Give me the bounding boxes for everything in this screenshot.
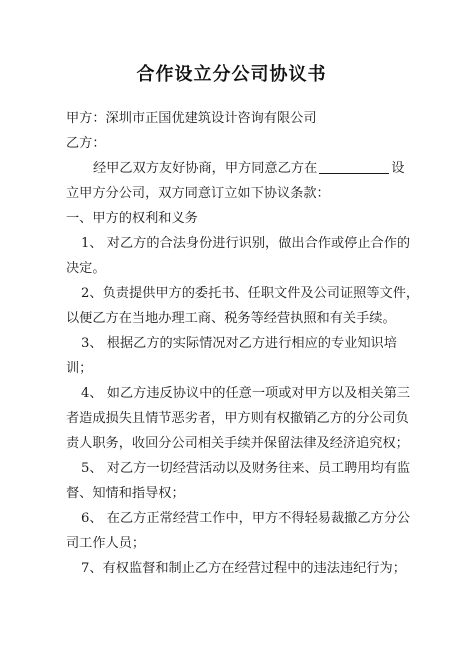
clause-4-line-2: 者造成损失且情节恶劣者，甲方则有权撤销乙方的分公司负 bbox=[66, 411, 409, 426]
clause-4-line-3: 责人职务，收回分公司相关手续并保留法律及经济追究权； bbox=[66, 436, 409, 451]
clause-7-line-1: 7、有权监督和制止乙方在经营过程中的违法违纪行为； bbox=[81, 561, 406, 576]
clause-3-line-1: 3、 根据乙方的实际情况对乙方进行相应的专业知识培 bbox=[81, 336, 397, 351]
intro-text-end: 设 bbox=[391, 161, 405, 176]
intro-line-2: 立甲方分公司，双方同意订立如下协议条款： bbox=[66, 186, 330, 201]
document-body bbox=[66, 106, 420, 581]
clause-5-line-2: 督、知情和指导权； bbox=[66, 486, 185, 501]
location-blank bbox=[319, 159, 389, 174]
intro-line-1 bbox=[66, 156, 405, 181]
clause-1-line-1: 1、 对乙方的合法身份进行识别，做出合作或停止合作的 bbox=[81, 236, 411, 251]
clause-3-line-2: 训； bbox=[66, 361, 93, 376]
clause-2-line-1: 2、负责提供甲方的委托书、任职文件及公司证照等文件， bbox=[81, 286, 420, 301]
intro-text: 经甲乙双方友好协商，甲方同意乙方在 bbox=[93, 161, 318, 176]
clause-5-line-1: 5、 对乙方一切经营活动以及财务往来、员工聘用均有监 bbox=[81, 461, 411, 476]
document-title: 合作设立分公司协议书 bbox=[136, 64, 327, 85]
clause-1-line-2: 决定。 bbox=[66, 261, 106, 276]
party-b-line: 乙方： bbox=[66, 136, 106, 151]
section-heading: 一、甲方的权利和义务 bbox=[66, 211, 198, 226]
clause-6-line-2: 司工作人员； bbox=[66, 536, 146, 551]
party-a-line: 甲方：深圳市正国优建筑设计咨询有限公司 bbox=[66, 111, 317, 126]
clause-4-line-1: 4、 如乙方违反协议中的任意一项或对甲方以及相关第三 bbox=[81, 386, 411, 401]
clause-6-line-1: 6、 在乙方正常经营工作中，甲方不得轻易裁撤乙方分公 bbox=[81, 511, 411, 526]
clause-2-line-2: 以便乙方在当地办理工商、税务等经营执照和有关手续。 bbox=[66, 311, 396, 326]
